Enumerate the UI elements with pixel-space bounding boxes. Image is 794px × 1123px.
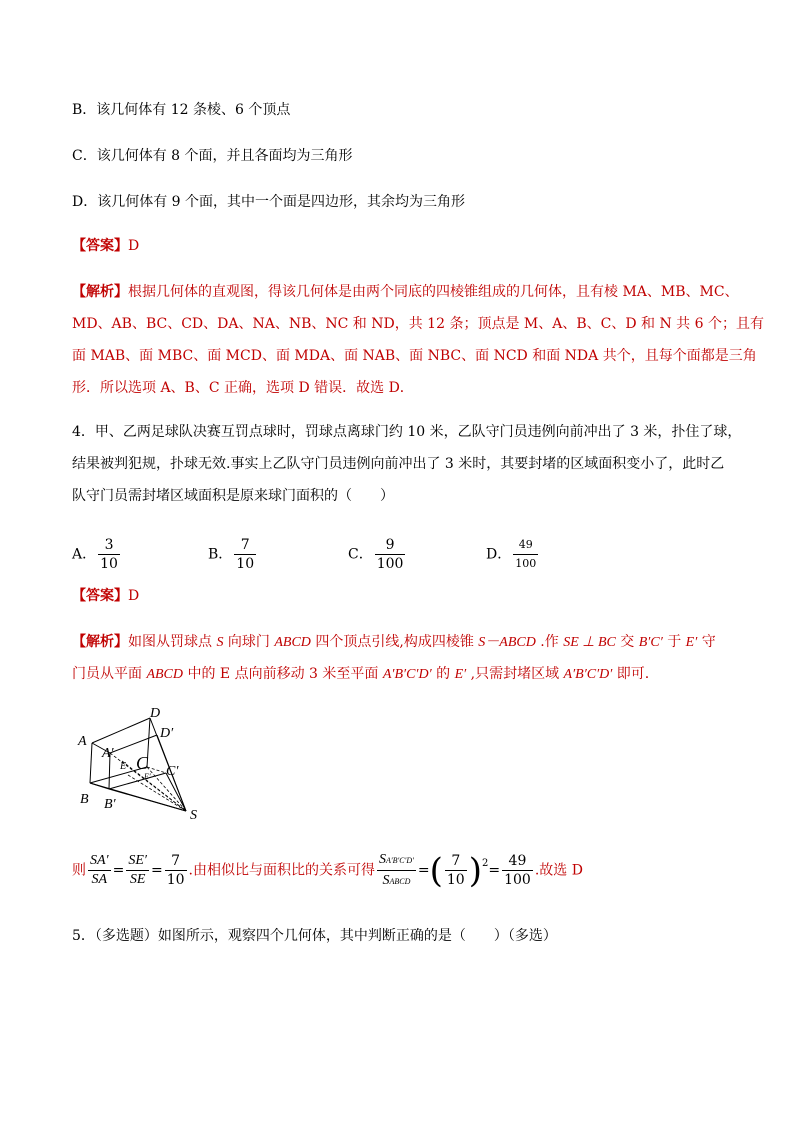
- label-e: E: [120, 761, 127, 772]
- q4-option-b: B． $\frac{7}{10}$: [208, 537, 255, 572]
- label-a: A: [78, 734, 87, 749]
- q4-option-a: A． $\frac{3}{10}$: [72, 537, 118, 572]
- analysis-2-line-2: 门员从平面 ABCD 中的 E 点向前移动 3 米至平面 A′B′C′D′ 的 E′ ,只需封堵区域 A′B′C′D′ 即可.: [72, 666, 650, 682]
- analysis-1-line-2: MD、AB、BC、CD、DA、NA、NB、NC 和 ND，共 12 条；顶点是 M、A、B、C、D 和 N 共 6 个；且有: [72, 316, 764, 332]
- question-4-line-2: 结果被判犯规，扑球无效.事实上乙队守门员违例向前冲出了 3 米时，其要封堵的区域面积变小了，此时乙: [72, 456, 725, 472]
- option-b: B．该几何体有 12 条棱、6 个顶点: [72, 102, 291, 118]
- answer-value: D: [128, 238, 140, 254]
- label-d1: D′: [160, 726, 174, 741]
- analysis-tag: 【解析】: [72, 634, 128, 650]
- label-b: B: [80, 792, 89, 807]
- label-c: C: [136, 753, 149, 773]
- similarity-formula: 则 $\frac{SA'}{SA}$ = $\frac{SE'}{SE}$ = $\frac{7}{10}$ .由相似比与面积比的关系可得 $\frac{SA'B'C'D'}{\text{SABCD}}$ =( $\frac{7}{10}$ )$^2$= $\frac{49}{100}$ .故选 D: [72, 850, 583, 891]
- analysis-1-line-4: 形．所以选项 A、B、C 正确，选项 D 错误．故选 D．: [72, 380, 414, 396]
- label-s: S: [190, 808, 197, 823]
- question-4-line-1: 4．甲、乙两足球队决赛互罚点球时，罚球点离球门约 10 米，乙队守门员违例向前冲出了 3 米，扑住了球，: [72, 424, 742, 440]
- question-5: 5．（多选题）如图所示，观察四个几何体，其中判断正确的是（ ）（多选）: [72, 928, 557, 944]
- label-a1: A′: [102, 746, 114, 761]
- q4-option-c: C． $\frac{9}{100}$: [348, 537, 404, 572]
- answer-value: D: [128, 588, 140, 604]
- label-e1: E′: [144, 772, 151, 781]
- analysis-tag: 【解析】: [72, 284, 128, 300]
- pyramid-figure: [72, 705, 222, 830]
- label-b1: B′: [104, 797, 116, 812]
- question-4-line-3: 队守门员需封堵区域面积是原来球门面积的（ ）: [72, 488, 394, 504]
- answer-tag: 【答案】: [72, 238, 128, 254]
- analysis-2-line-1: 【解析】如图从罚球点 S 向球门 ABCD 四个顶点引线,构成四棱锥 S－ABCD .作 SE ⊥ BC 交 B′C′ 于 E′ 守: [72, 634, 716, 650]
- q4-option-d: D． $\frac{49}{100}$: [486, 538, 537, 570]
- answer-2: [72, 586, 139, 606]
- analysis-text: 根据几何体的直观图，得该几何体是由两个同底的四棱锥组成的几何体，且有棱 MA、MB、MC、: [128, 284, 739, 300]
- option-c: C．该几何体有 8 个面，并且各面均为三角形: [72, 148, 353, 164]
- analysis-1-line-3: 面 MAB、面 MBC、面 MCD、面 MDA、面 NAB、面 NBC、面 NCD 和面 NDA 共个，且每个面都是三角: [72, 348, 757, 364]
- option-d: D．该几何体有 9 个面，其中一个面是四边形，其余均为三角形: [72, 194, 466, 210]
- analysis-1-line-1: [72, 282, 739, 302]
- label-c1: C′: [166, 764, 179, 779]
- answer-1: [72, 236, 139, 256]
- answer-tag: 【答案】: [72, 588, 128, 604]
- label-d: D: [150, 706, 161, 721]
